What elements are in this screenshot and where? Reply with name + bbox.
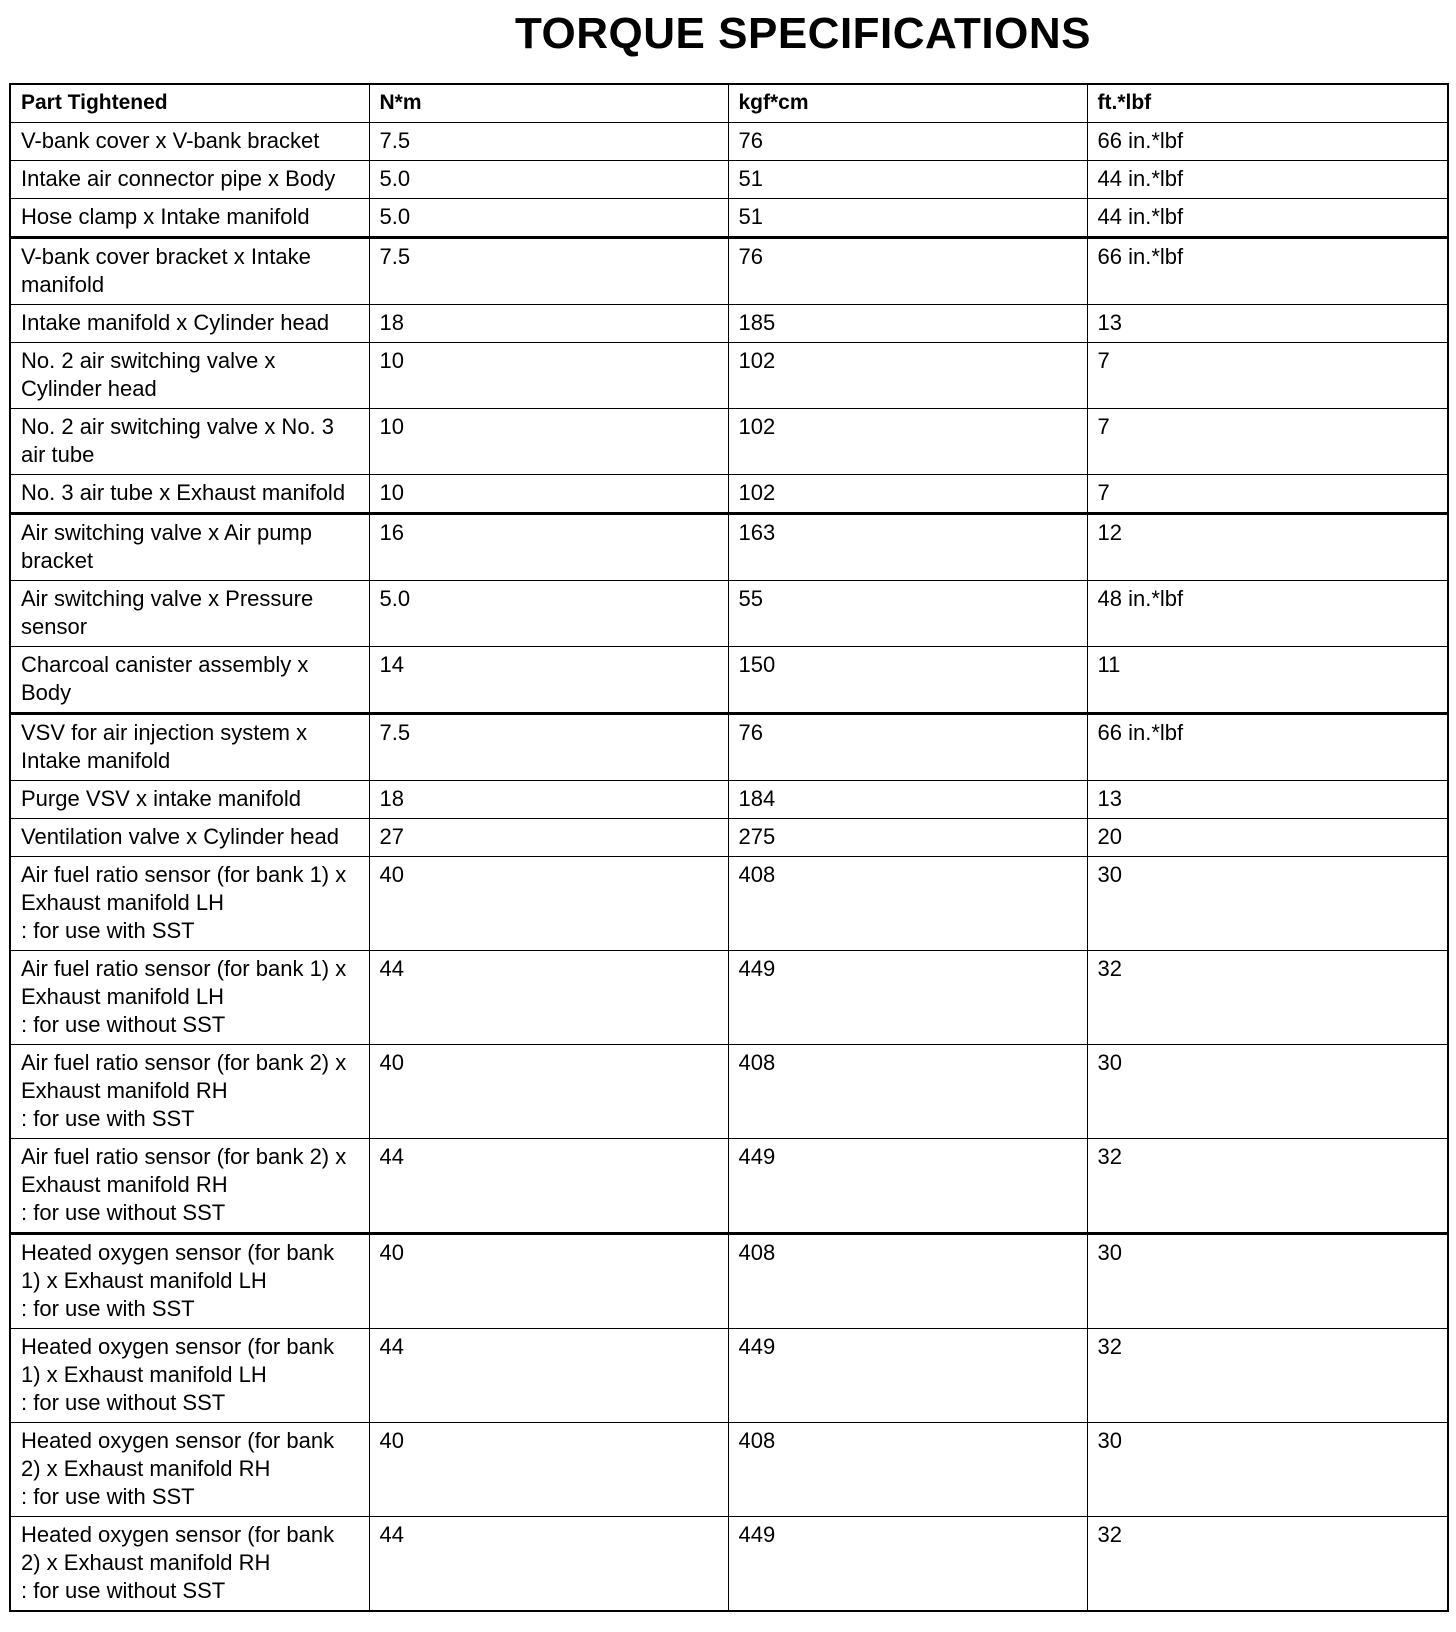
- table-row: [10, 305, 1448, 343]
- cell-nm: 5.0: [369, 581, 728, 647]
- cell-nm: 40: [369, 1045, 728, 1139]
- cell-part-tightened: Air fuel ratio sensor (for bank 1) x Exhaust manifold LH : for use without SST: [10, 951, 369, 1045]
- cell-nm: 5.0: [369, 199, 728, 238]
- cell-ftlbf: 44 in.*lbf: [1087, 161, 1448, 199]
- table-row: [10, 1517, 1448, 1612]
- cell-part-tightened: Heated oxygen sensor (for bank 2) x Exhaust manifold RH : for use with SST: [10, 1423, 369, 1517]
- cell-ftlbf: 20: [1087, 819, 1448, 857]
- cell-nm: 44: [369, 1139, 728, 1234]
- cell-kgfcm: 102: [728, 475, 1087, 514]
- cell-kgfcm: 51: [728, 199, 1087, 238]
- cell-kgfcm: 449: [728, 1329, 1087, 1423]
- cell-kgfcm: 150: [728, 647, 1087, 714]
- cell-part-tightened: Heated oxygen sensor (for bank 1) x Exhaust manifold LH : for use with SST: [10, 1234, 369, 1329]
- table-row: [10, 514, 1448, 581]
- table-row: [10, 199, 1448, 238]
- cell-nm: 18: [369, 305, 728, 343]
- cell-nm: 10: [369, 343, 728, 409]
- cell-part-tightened: Air fuel ratio sensor (for bank 2) x Exhaust manifold RH : for use without SST: [10, 1139, 369, 1234]
- cell-nm: 44: [369, 951, 728, 1045]
- cell-part-tightened: Ventilation valve x Cylinder head: [10, 819, 369, 857]
- cell-kgfcm: 102: [728, 409, 1087, 475]
- cell-ftlbf: 48 in.*lbf: [1087, 581, 1448, 647]
- cell-nm: 10: [369, 409, 728, 475]
- table-body: [10, 123, 1448, 1612]
- cell-ftlbf: 30: [1087, 1234, 1448, 1329]
- table-row: [10, 343, 1448, 409]
- cell-part-tightened: Intake manifold x Cylinder head: [10, 305, 369, 343]
- cell-part-tightened: Air switching valve x Air pump bracket: [10, 514, 369, 581]
- cell-ftlbf: 32: [1087, 1329, 1448, 1423]
- header-part-tightened: Part Tightened: [10, 84, 369, 123]
- table-row: [10, 123, 1448, 161]
- cell-nm: 44: [369, 1517, 728, 1612]
- cell-part-tightened: Air fuel ratio sensor (for bank 1) x Exhaust manifold LH : for use with SST: [10, 857, 369, 951]
- cell-kgfcm: 76: [728, 238, 1087, 305]
- cell-part-tightened: VSV for air injection system x Intake manifold: [10, 714, 369, 781]
- cell-ftlbf: 7: [1087, 475, 1448, 514]
- cell-kgfcm: 408: [728, 1045, 1087, 1139]
- table-row: [10, 581, 1448, 647]
- table-row: [10, 781, 1448, 819]
- cell-ftlbf: 13: [1087, 305, 1448, 343]
- cell-kgfcm: 408: [728, 1423, 1087, 1517]
- table-row: [10, 1423, 1448, 1517]
- cell-kgfcm: 449: [728, 951, 1087, 1045]
- table-row: [10, 1139, 1448, 1234]
- cell-nm: 5.0: [369, 161, 728, 199]
- table-row: [10, 714, 1448, 781]
- cell-kgfcm: 76: [728, 714, 1087, 781]
- torque-spec-table: [9, 83, 1449, 1612]
- cell-part-tightened: Heated oxygen sensor (for bank 2) x Exhaust manifold RH : for use without SST: [10, 1517, 369, 1612]
- cell-nm: 27: [369, 819, 728, 857]
- cell-ftlbf: 11: [1087, 647, 1448, 714]
- cell-part-tightened: No. 2 air switching valve x Cylinder head: [10, 343, 369, 409]
- table-row: [10, 1234, 1448, 1329]
- cell-ftlbf: 32: [1087, 1517, 1448, 1612]
- cell-nm: 7.5: [369, 123, 728, 161]
- header-ftlbf: ft.*lbf: [1087, 84, 1448, 123]
- cell-kgfcm: 408: [728, 857, 1087, 951]
- table-row: [10, 161, 1448, 199]
- cell-part-tightened: Air fuel ratio sensor (for bank 2) x Exhaust manifold RH : for use with SST: [10, 1045, 369, 1139]
- cell-nm: 16: [369, 514, 728, 581]
- table-row: [10, 1045, 1448, 1139]
- cell-ftlbf: 13: [1087, 781, 1448, 819]
- cell-part-tightened: No. 2 air switching valve x No. 3 air tube: [10, 409, 369, 475]
- cell-ftlbf: 32: [1087, 1139, 1448, 1234]
- cell-part-tightened: Air switching valve x Pressure sensor: [10, 581, 369, 647]
- cell-kgfcm: 185: [728, 305, 1087, 343]
- table-row: [10, 409, 1448, 475]
- cell-ftlbf: 30: [1087, 857, 1448, 951]
- cell-part-tightened: Purge VSV x intake manifold: [10, 781, 369, 819]
- table-row: [10, 819, 1448, 857]
- table-row: [10, 647, 1448, 714]
- header-nm: N*m: [369, 84, 728, 123]
- header-row: [10, 84, 1448, 123]
- cell-ftlbf: 12: [1087, 514, 1448, 581]
- cell-kgfcm: 163: [728, 514, 1087, 581]
- cell-ftlbf: 66 in.*lbf: [1087, 123, 1448, 161]
- cell-ftlbf: 66 in.*lbf: [1087, 238, 1448, 305]
- cell-nm: 44: [369, 1329, 728, 1423]
- table-row: [10, 857, 1448, 951]
- table-row: [10, 475, 1448, 514]
- cell-kgfcm: 102: [728, 343, 1087, 409]
- cell-part-tightened: V-bank cover x V-bank bracket: [10, 123, 369, 161]
- cell-nm: 40: [369, 1423, 728, 1517]
- cell-nm: 40: [369, 857, 728, 951]
- cell-part-tightened: Intake air connector pipe x Body: [10, 161, 369, 199]
- cell-ftlbf: 7: [1087, 343, 1448, 409]
- cell-part-tightened: Charcoal canister assembly x Body: [10, 647, 369, 714]
- cell-kgfcm: 51: [728, 161, 1087, 199]
- cell-part-tightened: V-bank cover bracket x Intake manifold: [10, 238, 369, 305]
- cell-kgfcm: 275: [728, 819, 1087, 857]
- cell-kgfcm: 449: [728, 1139, 1087, 1234]
- cell-part-tightened: Heated oxygen sensor (for bank 1) x Exhaust manifold LH : for use without SST: [10, 1329, 369, 1423]
- header-kgfcm: kgf*cm: [728, 84, 1087, 123]
- cell-ftlbf: 32: [1087, 951, 1448, 1045]
- cell-ftlbf: 30: [1087, 1045, 1448, 1139]
- cell-ftlbf: 66 in.*lbf: [1087, 714, 1448, 781]
- cell-nm: 40: [369, 1234, 728, 1329]
- cell-ftlbf: 44 in.*lbf: [1087, 199, 1448, 238]
- table-row: [10, 238, 1448, 305]
- cell-nm: 7.5: [369, 714, 728, 781]
- cell-nm: 18: [369, 781, 728, 819]
- table-row: [10, 951, 1448, 1045]
- table-row: [10, 1329, 1448, 1423]
- cell-nm: 14: [369, 647, 728, 714]
- cell-nm: 10: [369, 475, 728, 514]
- cell-nm: 7.5: [369, 238, 728, 305]
- page-title: TORQUE SPECIFICATIONS: [514, 9, 1092, 58]
- cell-part-tightened: No. 3 air tube x Exhaust manifold: [10, 475, 369, 514]
- cell-kgfcm: 408: [728, 1234, 1087, 1329]
- cell-kgfcm: 76: [728, 123, 1087, 161]
- cell-kgfcm: 449: [728, 1517, 1087, 1612]
- cell-ftlbf: 7: [1087, 409, 1448, 475]
- cell-ftlbf: 30: [1087, 1423, 1448, 1517]
- cell-part-tightened: Hose clamp x Intake manifold: [10, 199, 369, 238]
- cell-kgfcm: 55: [728, 581, 1087, 647]
- cell-kgfcm: 184: [728, 781, 1087, 819]
